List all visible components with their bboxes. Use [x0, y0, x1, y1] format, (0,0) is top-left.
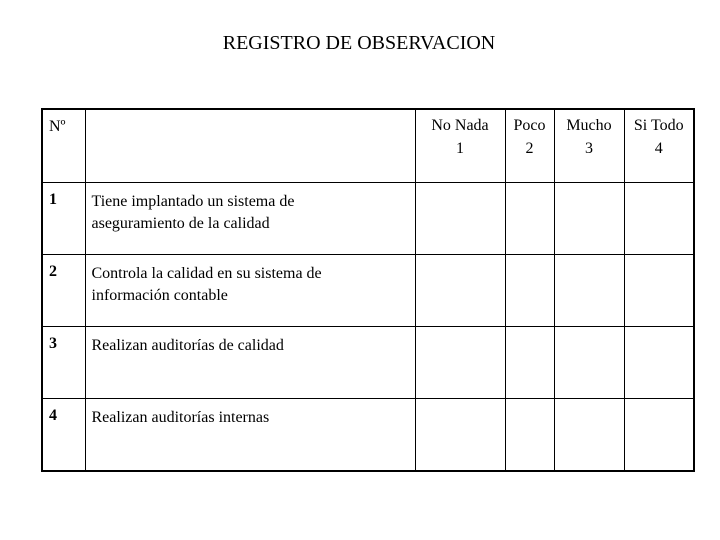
row-number: 1 — [42, 183, 85, 255]
rating-cell-4[interactable] — [624, 327, 694, 399]
rating-cell-2[interactable] — [505, 399, 554, 472]
rating-cell-1[interactable] — [415, 183, 505, 255]
rating-cell-3[interactable] — [554, 183, 624, 255]
rating-cell-1[interactable] — [415, 399, 505, 472]
rating-cell-2[interactable] — [505, 183, 554, 255]
table-header-row — [42, 109, 694, 183]
scale-label: Poco — [513, 117, 546, 134]
rating-cell-4[interactable] — [624, 183, 694, 255]
rating-cell-3[interactable] — [554, 327, 624, 399]
table-row — [42, 255, 694, 327]
scale-value: 1 — [456, 140, 464, 157]
row-item-text — [85, 399, 415, 472]
row-number: 3 — [42, 327, 85, 399]
scale-value: 3 — [585, 140, 593, 157]
number-column-header: Nº — [42, 109, 85, 183]
scale-value: 2 — [525, 140, 534, 157]
scale-header-4 — [624, 109, 694, 183]
table-row — [42, 183, 694, 255]
item-text-line: Realizan auditorías de calidad — [91, 337, 284, 354]
row-item-text — [85, 255, 415, 327]
scale-value: 4 — [654, 140, 663, 157]
scale-header-3 — [554, 109, 624, 183]
rating-cell-2[interactable] — [505, 255, 554, 327]
rating-cell-1[interactable] — [415, 255, 505, 327]
scale-header-2 — [505, 109, 554, 183]
item-text-line: Tiene implantado un sistema de — [91, 193, 295, 210]
rating-cell-4[interactable] — [624, 255, 694, 327]
scale-label: Mucho — [566, 117, 612, 134]
scale-header-1 — [415, 109, 505, 183]
scale-label: Si Todo — [633, 117, 684, 134]
item-text-line: Realizan auditorías internas — [91, 409, 270, 426]
row-item-text — [85, 327, 415, 399]
rating-cell-3[interactable] — [554, 255, 624, 327]
observation-table — [41, 108, 695, 472]
rating-cell-1[interactable] — [415, 327, 505, 399]
table-row — [42, 327, 694, 399]
row-item-text — [85, 183, 415, 255]
table-row — [42, 399, 694, 472]
rating-cell-3[interactable] — [554, 399, 624, 472]
item-text-line: Controla la calidad en su sistema de — [91, 265, 322, 282]
scale-label: No Nada — [431, 117, 489, 134]
row-number: 2 — [42, 255, 85, 327]
page-title: REGISTRO DE OBSERVACION — [222, 32, 496, 54]
item-text-line: información contable — [91, 287, 228, 304]
row-number: 4 — [42, 399, 85, 472]
rating-cell-2[interactable] — [505, 327, 554, 399]
rating-cell-4[interactable] — [624, 399, 694, 472]
item-text-line: aseguramiento de la calidad — [91, 215, 270, 232]
item-column-header — [85, 109, 415, 183]
